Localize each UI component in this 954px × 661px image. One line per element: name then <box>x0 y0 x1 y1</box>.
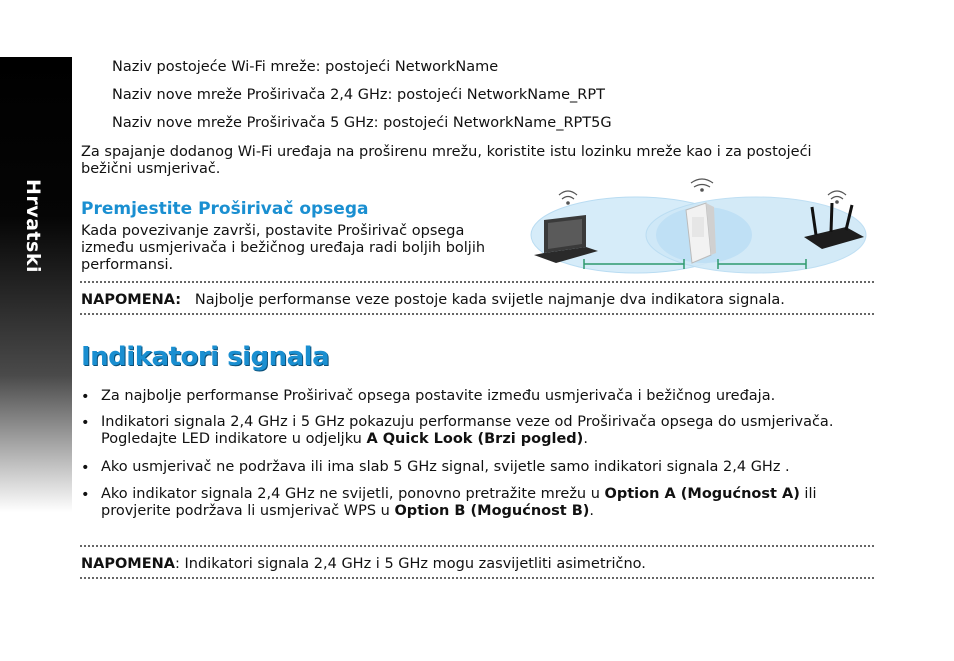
intro-paragraph: Za spajanje dodanog Wi-Fi uređaja na proširenu mrežu, koristite istu lozinku mreže kao i za postojeći bežični usmjerivač. <box>81 144 812 177</box>
language-label: Hrvatski <box>22 179 44 274</box>
list-item: Za najbolje performanse Proširivač opsega postavite između usmjerivača i bežičnog uređaja. <box>101 388 776 404</box>
note-text: : Indikatori signala 2,4 GHz i 5 GHz mogu zasvijetliti asimetrično. <box>175 556 646 572</box>
relocate-paragraph: Kada povezivanje završi, postavite Proširivač opsega između usmjerivača i bežičnog uređaja radi boljih boljih performansi. <box>81 223 486 273</box>
divider <box>80 577 874 579</box>
wifi-icon-repeater <box>691 179 713 191</box>
list-item: Ako usmjerivač ne podržava ili ima slab 5 GHz signal, svijetle samo indikatori signala 2,4 GHz . <box>101 459 790 475</box>
option-a-reference: Option A (Mogućnost A) <box>604 486 800 502</box>
option-b-reference: Option B (Mogućnost B) <box>394 503 590 519</box>
bullet-marker: • <box>81 460 90 476</box>
quick-look-reference: A Quick Look (Brzi pogled) <box>366 431 584 447</box>
extender-5ghz-name: Naziv nove mreže Proširivača 5 GHz: postojeći NetworkName_RPT5G <box>112 115 612 131</box>
bullet-marker: • <box>81 389 90 405</box>
divider <box>80 545 874 547</box>
bullet-marker: • <box>81 487 90 503</box>
existing-network-name: Naziv postojeće Wi-Fi mreže: postojeći NetworkName <box>112 59 499 75</box>
divider <box>80 281 874 283</box>
placement-illustration <box>526 175 876 275</box>
list-item: Indikatori signala 2,4 GHz i 5 GHz pokazuju performanse veze od Proširivača opsega do usmjerivača. Pogledajte LED indikatore u odjeljku A Quick Look (Brzi pogled). <box>101 414 834 447</box>
note-placement <box>81 292 785 309</box>
wifi-icon-router <box>828 191 846 203</box>
extender-24ghz-name: Naziv nove mreže Proširivača 2,4 GHz: postojeći NetworkName_RPT <box>112 87 605 103</box>
note-label: NAPOMENA: <box>81 292 182 308</box>
divider <box>80 313 874 315</box>
note-text: Najbolje performanse veze postoje kada svijetle najmanje dva indikatora signala. <box>194 292 785 308</box>
wifi-icon-laptop <box>559 191 577 204</box>
section-heading-relocate: Premjestite Proširivač opsega <box>81 199 369 219</box>
note-label: NAPOMENA <box>81 556 176 572</box>
list-item: Ako indikator signala 2,4 GHz ne svijetli, ponovno pretražite mrežu u Option A (Mogućnost A) ili provjerite podržava li usmjerivač WPS u Option B (Mogućnost B). <box>101 486 817 519</box>
repeater-icon <box>686 203 716 263</box>
language-side-tab <box>0 57 72 512</box>
note-asymmetric <box>81 556 646 573</box>
bullet-marker: • <box>81 415 90 431</box>
section-heading-signal-indicators: Indikatori signala <box>81 342 330 372</box>
